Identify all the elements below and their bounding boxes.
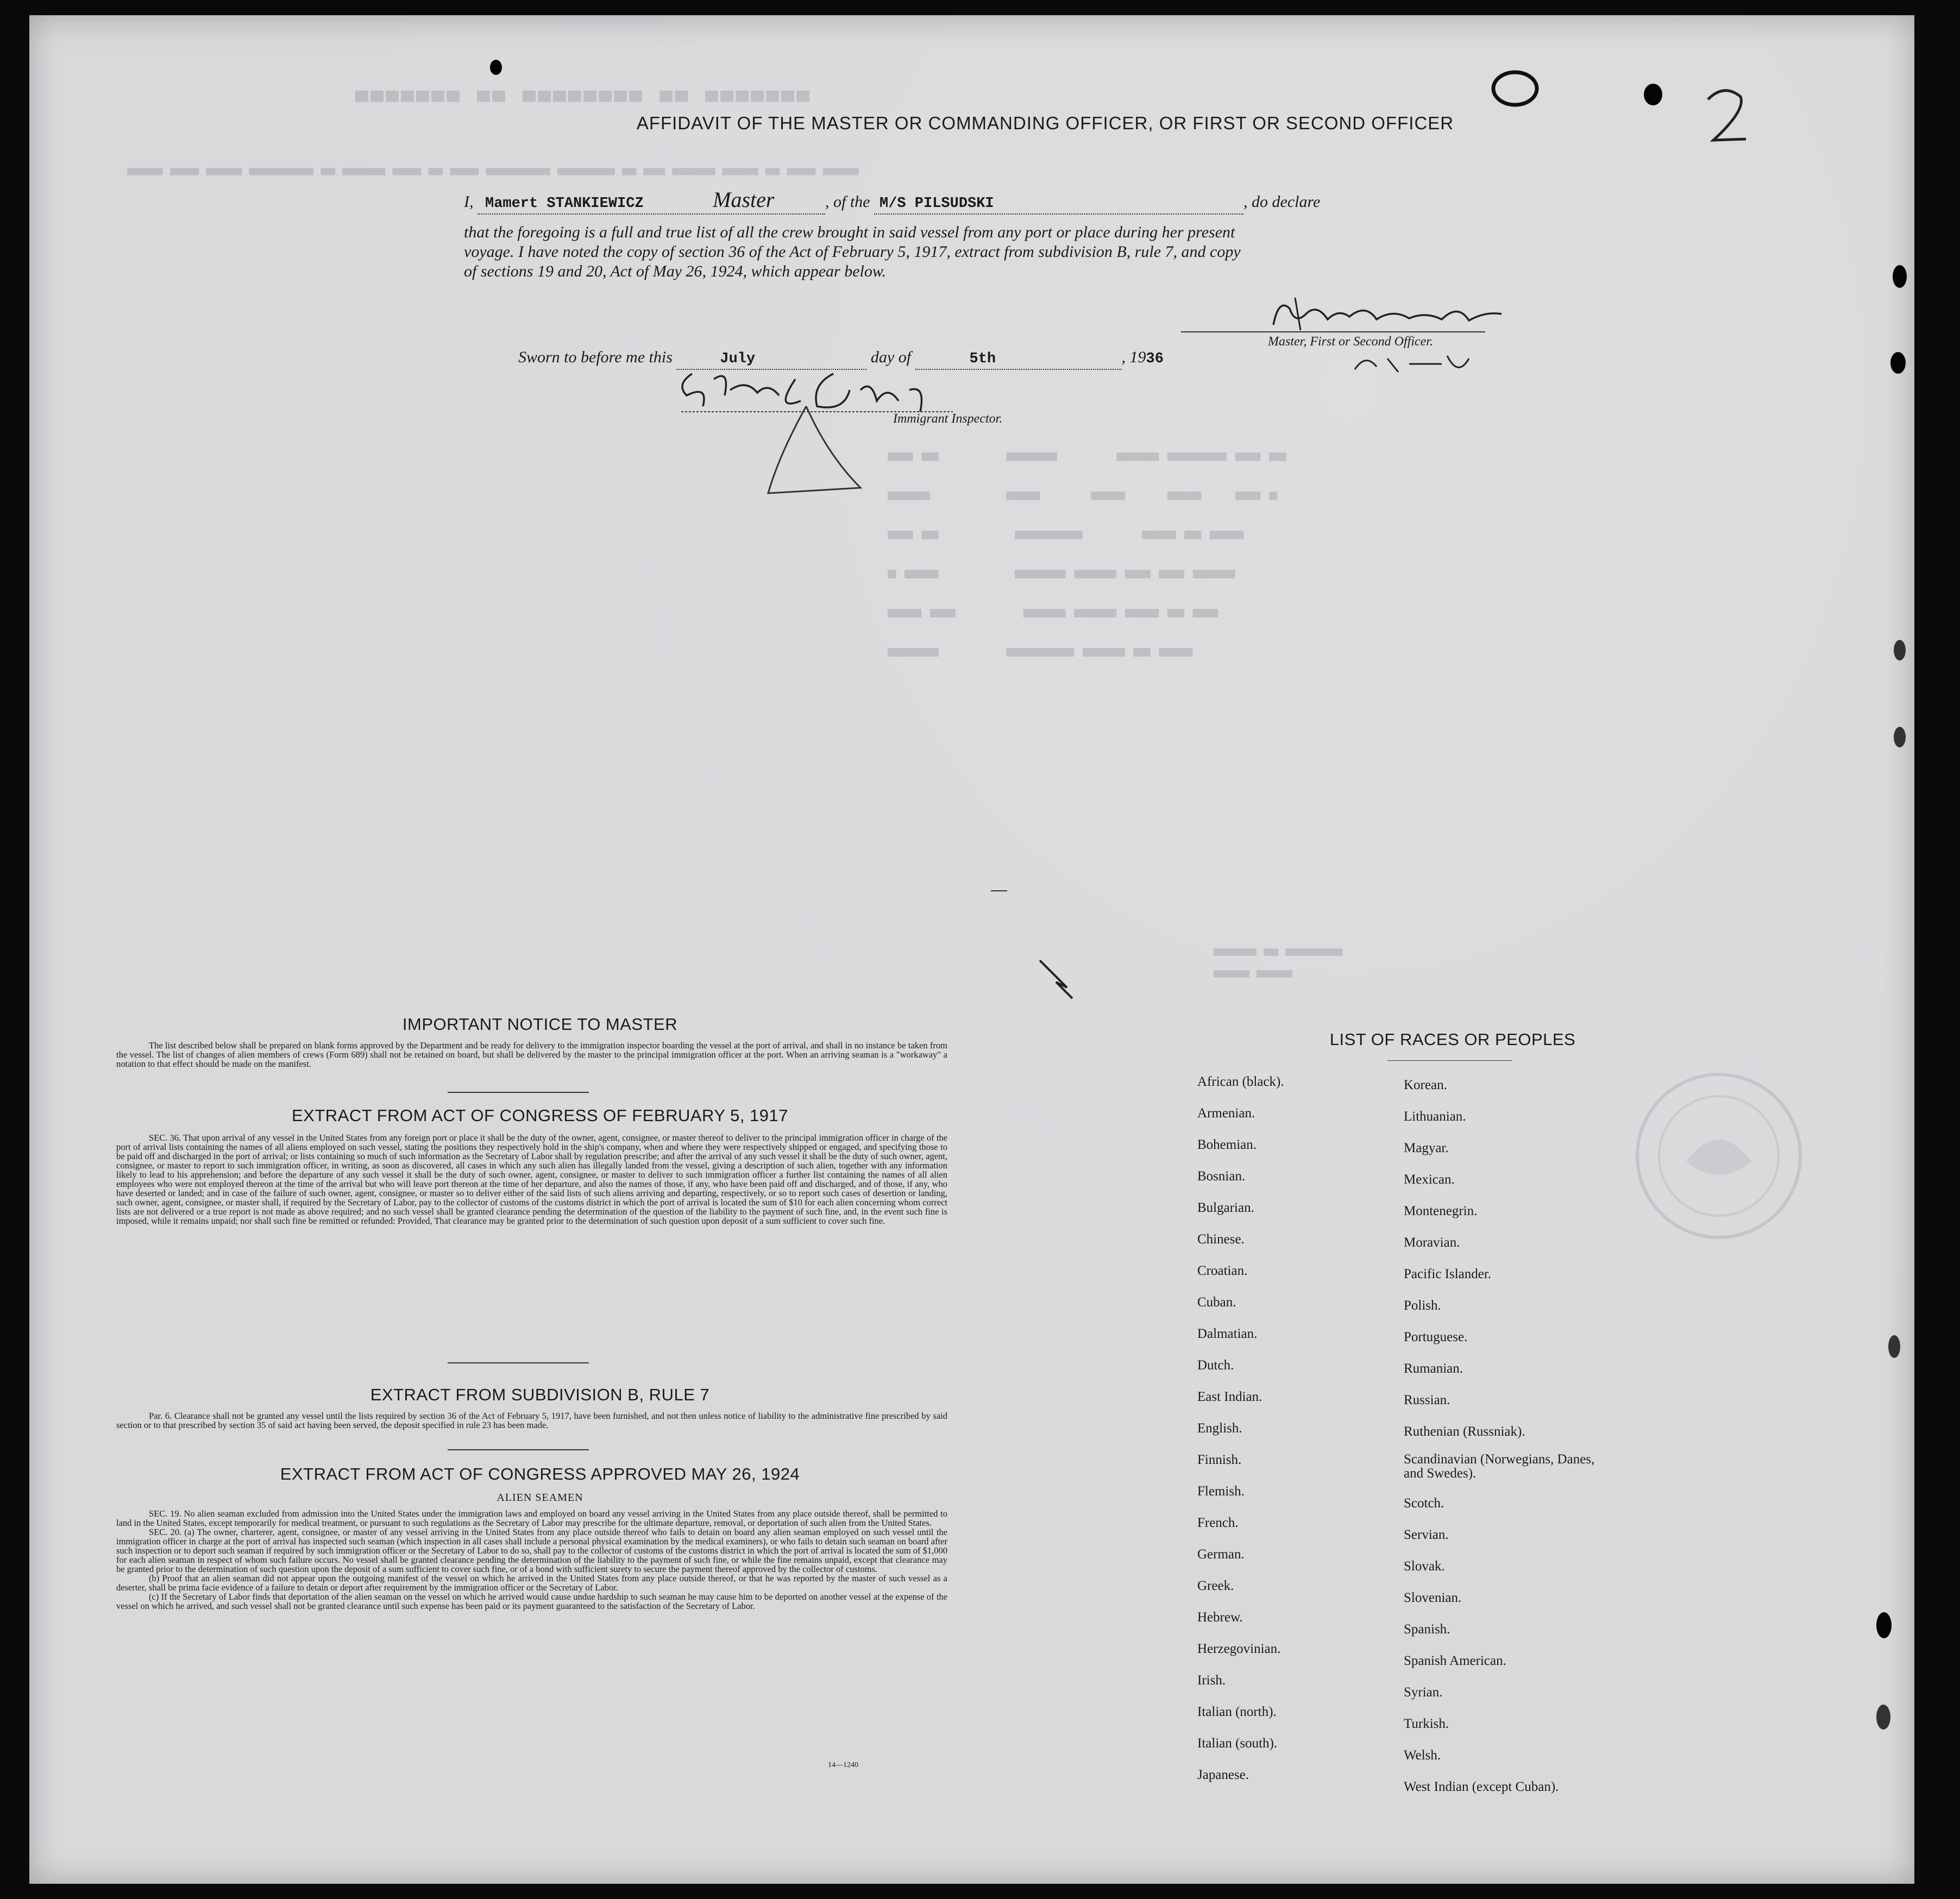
race-item: Korean. xyxy=(1404,1078,1447,1092)
divider xyxy=(1387,1060,1512,1061)
notice-body: The list described below shall be prepared on blank forms approved by the Department and be ready for delivery to the immigration inspector boarding the vessel at the port of arrival, and shall in no instance be taken from the vessel. The list of changes of alien members of crews (Form 689) shall not be retained on board, but shall be delivered by the master to the principal immigration officer at the port. When an arriving seaman is a "workaway" a notation to that effect should be made on the manifest. xyxy=(116,1040,947,1069)
race-item: Syrian. xyxy=(1404,1685,1443,1700)
sec-20c: (c) If the Secretary of Labor finds that deportation of the alien seaman on the vessel on which he arrived would cause undue hardship to such seaman he may cause him to be deported on another vessel at the expense of the vessel on which he arrived, and such vessel shall not be granted clearance until such expense has been paid or its payment guaranteed to the satisfaction of the Secretary of Labor. xyxy=(116,1592,947,1611)
race-item: Welsh. xyxy=(1404,1748,1441,1763)
extract-1917-title: EXTRACT FROM ACT OF CONGRESS OF FEBRUARY 5, 1917 xyxy=(291,1106,789,1125)
handwritten-date-mark xyxy=(1349,348,1474,380)
race-item: Dutch. xyxy=(1197,1358,1234,1373)
inspector-signature xyxy=(670,363,975,504)
document-sheet: ▀▀▀▀▀▀▀ ▀▀ ▀▀▀▀▀▀▀▀ ▀▀ ▀▀▀▀▀▀▀ ▄▄▄▄▄ ▄▄▄▄ ▄▄▄▄▄ ▄▄▄▄▄▄▄▄▄ ▄▄ ▄▄▄▄▄▄ ▄▄▄▄ ▄▄ ▄▄▄▄ ▄▄▄▄▄▄▄▄▄ ▄▄▄▄▄▄▄▄ ▄▄ ▄▄▄ ▄▄▄▄▄▄ ▄▄▄▄▄ ▄▄ ▄▄▄▄ ▄▄▄▄▄ ▄▄▄ ▄▄ ▄▄▄▄▄▄ ▄▄▄▄▄ ▄▄▄▄▄▄▄ ▄▄▄ ▄▄ ▄▄▄▄▄ ▄▄▄▄ ▄▄▄▄ ▄▄▄▄ ▄▄▄ ▄ ▄▄▄ ▄▄ ▄▄▄▄▄▄▄▄ ▄▄▄▄ ▄▄ ▄▄▄▄ ▄ ▄▄▄▄ ▄▄▄▄▄▄ ▄▄▄▄▄ ▄▄▄ ▄▄▄ ▄▄▄▄▄ ▄▄▄▄ ▄▄▄ ▄▄▄▄▄ ▄▄▄▄▄ ▄▄▄▄ ▄▄ ▄▄▄ ▄▄▄▄▄▄ ▄▄▄▄▄▄▄▄ ▄▄▄▄▄ ▄▄ ▄▄▄▄ ▄▄▄▄▄▄ ▄▄ ▄▄▄▄▄▄▄▄ ▄▄▄▄▄ ▄▄▄▄▄ AFFIDAVIT OF THE MASTER OR COMMANDING OFFICER, OR FIRST OR SECOND OFFICER I, Mamert STANKIEWICZ Master , of the M/S PILSUDSKI , do declare that the foregoing is a full and true list of all the crew brought in said vessel from any port or place during her present voyage. I have noted the copy of section 36 of the Act of February 5, 1917, extract from subdivision B, rule 7, and copy of sections 19 and 20, Act of May 26, 1924, which appear below. Master, First or Second Officer. Sworn to before me this July day of 5th , 1936 Immigrant Inspector. IMPORTANT NOTICE TO MASTER The list described below shall be prepared on blank forms approved by the Department and be ready for delivery to the immigration inspector boarding the vessel at the port of arrival, and shall in no instance be taken from the vessel. The list of changes of alien members of crews (Form 689) shall not be retained on board, but shall be delivered by the master to the principal immigration officer at the port. When an arriving seaman is a "workaway" a notation to that effect should be made on the manifest. EXTRACT FROM ACT OF CONGRESS OF FEBRUARY 5, 1917 SEC. 36. That upon arrival of any vessel in the United States from any foreign port or place it shall be the duty of the owner, agent, consignee, or master thereof to deliver to the principal immigration officer in charge of the port of arrival lists containing the names of all aliens employed on such vessel, stating the positions they respectively hold in the ship's company, when and where they were respectively shipped or engaged, and specifying those to be paid off and discharged in the port of arrival; or lists containing so much of such information as the Secretary of Labor shall by regulation prescribe; and after the arrival of any such vessel it shall be the duty of such owner, agent, consignee, or master to report to such immigration officer, in writing, as soon as discovered, all cases in which any such alien has illegally landed from the vessel, giving a description of such alien, together with any information likely to lead to his apprehension; and before the departure of any such vessel it shall be the duty of such owner, agent, consignee, or master to deliver to such immigration officer a further list containing the names of all alien employees who were not employed thereon at the time of the arrival but who will leave port thereon at the time of her departure, and also the names of those, if any, who have been paid off and discharged, and of those, if any, who have deserted or landed; and in case of the failure of such owner, agent, consignee, or master so to deliver either of the said lists of such aliens arriving and departing, respectively, or so to report such cases of desertion or landing, such owner, agent, consignee, or master shall, if required by the Secretary of Labor, pay to the collector of customs of the customs district in which the port of arrival is located the sum of $10 for each alien concerning whom correct lists are not delivered or a true report is not made as above required; and no such vessel shall be granted clearance pending the determination of the question of the liability to the payment of such fine, and, in the event such fine is imposed, while it remains unpaid; nor shall such fine be remitted or refunded: Provided, That clearance may be granted prior to the determination of such question upon deposit of a sum sufficient to cover such fine. EXTRACT FROM SUBDIVISION B, RULE 7 Par. 6. Clearance shall not be granted any vessel until the lists required by section 36 of the Act of February 5, 1917, have been furnished, and not then unless notice of liability to the administrative fine prescribed by said section or to that prescribed by section 35 of said act having been served, the deposit specified in rule 23 has been made. EXTRACT FROM ACT OF CONGRESS APPROVED MAY 26, 1924 ALIEN SEAMEN SEC. 19. No alien seaman excluded from admission into the United States under the immigration laws and employed on board any vessel arriving in the United States from any place outside thereof, shall be permitted to land in the United States, except temporarily for medical treatment, or pursuant to such regulations as the Secretary of Labor may prescribe for the ultimate departure, removal, or deportation of such alien from the United States. SEC. 20. (a) The owner, charterer, agent, consignee, or master of any vessel arriving in the United States from any place outside thereof who fails to detain on board any alien seaman employed on such vessel until the immigration officer in charge at the port of arrival has inspected such seaman (which inspection in all cases shall include a personal physical examination by the medical examiners), or who fails to detain such seaman on board after such inspection or to deport such seaman if required by such immigration officer or the Secretary of Labor to do so, shall pay to the collector of customs of the customs district in which the port of arrival is located the sum of $1,000 for each alien seaman in respect of whom such failure occurs. No vessel shall be granted clearance pending the determination of the liability to the payment of such fine, or while the fine remains unpaid, except that clearance may be granted prior to the determination of such question upon the deposit of a sum sufficient to cover such fine, or of a bond with sufficient surety to secure the payment thereof approved by the collector of customs. (b) Proof that an alien seaman did not appear upon the outgoing manifest of the vessel on which he arrived in the United States from any place outside thereof, or that he was reported by the master of such vessel as a deserter, shall be prima facie evidence of a failure to detain or deport after requirement by the immigration officer or the Secretary of Labor. (c) If the Secretary of Labor finds that deportation of the alien seaman on the vessel on which he arrived would cause undue hardship to such seaman he may cause him to be deported on another vessel at the expense of the vessel on which he arrived, and such vessel shall not be granted clearance until such expense has been paid or its payment guaranteed to the satisfaction of the Secretary of Labor. 14—1240 LIST OF RACES OR PEOPLES African (black). Armenian. Bohemian. Bosnian. Bulgarian. Chinese. Croatian. Cuban. Dalmatian. Dutch. East Indian. English. Finnish. Flemish. French. German. Greek. Hebrew. Herzegovinian. Irish. Italian (north). Italian (south). Japanese. Korean. Lithuanian. Magyar. Mexican. Montenegrin. Moravian. Pacific Islander. Polish. Portuguese. Rumanian. Russian. Ruthenian (Russniak). Scandinavian (Norwegians, Danes, and Swedes). Scotch. Servian. Slovak. Slovenian. Spanish. Spanish American. Syrian. Turkish. Welsh. West Indian (except Cuban). xyxy=(29,15,1914,1884)
year-value: 36 xyxy=(1146,351,1164,367)
race-item: Ruthenian (Russniak). xyxy=(1404,1424,1525,1439)
hole-mark xyxy=(1644,84,1662,105)
race-item: Spanish American. xyxy=(1404,1653,1506,1668)
race-item: Mexican. xyxy=(1404,1172,1455,1187)
race-item: English. xyxy=(1197,1421,1242,1436)
subdivision-title: EXTRACT FROM SUBDIVISION B, RULE 7 xyxy=(370,1385,710,1404)
inspector-caption: Immigrant Inspector. xyxy=(893,412,1003,426)
extract-1924-body xyxy=(116,1509,947,1611)
race-item: Montenegrin. xyxy=(1404,1204,1478,1218)
race-item: Greek. xyxy=(1197,1579,1234,1593)
race-item: Polish. xyxy=(1404,1298,1441,1313)
race-item: Japanese. xyxy=(1197,1768,1249,1782)
race-item: Lithuanian. xyxy=(1404,1109,1466,1124)
sec-20b: (b) Proof that an alien seaman did not appear upon the outgoing manifest of the vessel on which he arrived in the United States from any place outside thereof, or that he was reported by the master of such vessel as a deserter, shall be prima facie evidence of a failure to detain or deport after requirement by the immigration officer or the Secretary of Labor. xyxy=(116,1573,947,1593)
master-signature xyxy=(1262,287,1523,341)
sec-19: SEC. 19. No alien seaman excluded from admission into the United States under the immigration laws and employed on board any vessel arriving in the United States from any place outside thereof, shall be permitted to land in the United States, except temporarily for medical treatment, or pursuant to such regulations as the Secretary of Labor may prescribe for the ultimate departure, removal, or deportation of such alien from the United States. xyxy=(116,1508,947,1528)
races-title: LIST OF RACES OR PEOPLES xyxy=(1329,1030,1576,1049)
officer-name: Mamert STANKIEWICZ xyxy=(485,196,644,212)
affidavit-title: AFFIDAVIT OF THE MASTER OR COMMANDING OFFICER, OR FIRST OR SECOND OFFICER xyxy=(636,113,1454,133)
race-item: Servian. xyxy=(1404,1527,1449,1542)
race-item: East Indian. xyxy=(1197,1389,1262,1404)
race-item: Croatian. xyxy=(1197,1263,1248,1278)
race-item: Slovenian. xyxy=(1404,1590,1462,1605)
signature-line xyxy=(1181,331,1485,332)
race-item: Armenian. xyxy=(1197,1106,1255,1121)
race-item: Magyar. xyxy=(1404,1141,1449,1155)
race-item: Irish. xyxy=(1197,1673,1226,1688)
race-item: West Indian (except Cuban). xyxy=(1404,1779,1559,1794)
faint-seal-stamp xyxy=(1632,1069,1806,1243)
ring-mark-icon xyxy=(1485,64,1545,113)
divider xyxy=(448,1092,589,1093)
race-item: Turkish. xyxy=(1404,1716,1449,1731)
race-item: Italian (north). xyxy=(1197,1705,1277,1719)
race-item: Cuban. xyxy=(1197,1295,1236,1310)
race-item: Bosnian. xyxy=(1197,1169,1246,1184)
sworn-day-value: July xyxy=(720,351,756,367)
race-item: Finnish. xyxy=(1197,1452,1242,1467)
divider xyxy=(448,1362,589,1363)
affidavit-line-4: of sections 19 and 20, Act of May 26, 1924, which appear below. xyxy=(464,262,887,280)
race-item: Dalmatian. xyxy=(1197,1326,1258,1341)
sec-20a: SEC. 20. (a) The owner, charterer, agent, consignee, or master of any vessel arriving in the United States from any place outside thereof who fails to detain on board any alien seaman employed on such vessel until the immigration officer in charge at the port of arrival has inspected such seaman (which inspection in all cases shall include a personal physical examination by the medical examiners), or who fails to detain such seaman on board after such inspection or to deport such seaman if required by such immigration officer or the Secretary of Labor to do so, shall pay to the collector of customs of the customs district in which the port of arrival is located the sum of $1,000 for each alien seaman in respect of whom such failure occurs. No vessel shall be granted clearance pending the determination of the liability to the payment of such fine, or while the fine remains unpaid, except that clearance may be granted prior to the determination of such question upon the deposit of a sum sufficient to cover such fine, or of a bond with sufficient surety to secure the payment thereof approved by the collector of customs. xyxy=(116,1527,947,1574)
vessel-name: M/S PILSUDSKI xyxy=(880,196,994,212)
race-item: Russian. xyxy=(1404,1393,1450,1407)
race-item: Italian (south). xyxy=(1197,1736,1278,1751)
race-item: Rumanian. xyxy=(1404,1361,1463,1376)
form-number: 14—1240 xyxy=(828,1761,858,1769)
affidavit-declaration: I, Mamert STANKIEWICZ Master , of the M/S PILSUDSKI , do declare xyxy=(464,190,1561,215)
race-item: Bulgarian. xyxy=(1197,1200,1254,1215)
rank-handwritten: Master xyxy=(713,187,775,212)
hole-mark xyxy=(490,60,502,75)
subdivision-body: Par. 6. Clearance shall not be granted any vessel until the lists required by section 36 of the Act of February 5, 1917, have been furnished, and not then unless notice of liability to the administrative fine prescribed by said section or to that prescribed by section 35 of said act having been served, the deposit specified in rule 23 has been made. xyxy=(116,1411,947,1430)
bleed-through-ghost: ▀▀▀▀▀▀▀ ▀▀ ▀▀▀▀▀▀▀▀ ▀▀ ▀▀▀▀▀▀▀ xyxy=(355,91,812,116)
notice-title: IMPORTANT NOTICE TO MASTER xyxy=(402,1015,678,1034)
affidavit-line-2: that the foregoing is a full and true list of all the crew brought in said vessel from any port or place during her present xyxy=(464,223,1235,241)
race-item: Scotch. xyxy=(1404,1496,1444,1511)
race-item: African (black). xyxy=(1197,1074,1284,1089)
race-item: Bohemian. xyxy=(1197,1137,1257,1152)
master-signature-caption: Master, First or Second Officer. xyxy=(1268,335,1433,349)
stray-mark xyxy=(1034,955,1078,1004)
race-item: Slovak. xyxy=(1404,1559,1445,1574)
race-item: Flemish. xyxy=(1197,1484,1245,1499)
race-item: Portuguese. xyxy=(1404,1330,1468,1344)
race-item: Chinese. xyxy=(1197,1232,1245,1247)
race-item: Herzegovinian. xyxy=(1197,1642,1281,1656)
extract-1917-body: SEC. 36. That upon arrival of any vessel in the United States from any foreign port or place it shall be the duty of the owner, agent, consignee, or master thereof to deliver to the principal immigration officer in charge of the port of arrival lists containing the names of all aliens employed on such vessel, stating the positions they respectively hold in the ship's company, when and where they were respectively shipped or engaged, and specifying those to be paid off and discharged in the port of arrival; or lists containing so much of such information as the Secretary of Labor shall by regulation prescribe; and after the arrival of any such vessel it shall be the duty of such owner, agent, consignee, or master to report to such immigration officer, in writing, as soon as discovered, all cases in which any such alien has illegally landed from the vessel, giving a description of such alien, together with any information likely to lead to his apprehension; and before the departure of any such vessel it shall be the duty of such owner, agent, consignee, or master to deliver to such immigration officer a further list containing the names of all alien employees who were not employed thereon at the time of the arrival but who will leave port thereon at the time of her departure, and also the names of those, if any, who have been paid off and discharged, and of those, if any, who have deserted or landed; and in case of the failure of such owner, agent, consignee, or master so to deliver either of the said lists of such aliens arriving and departing, respectively, or so to report such cases of desertion or landing, such owner, agent, consignee, or master shall, if required by the Secretary of Labor, pay to the collector of customs of the customs district in which the port of arrival is located the sum of $10 for each alien concerning whom correct lists are not delivered or a true report is not made as above required; and no such vessel shall be granted clearance pending the determination of the question of the liability to the payment of such fine, and, in the event such fine is imposed, while it remains unpaid; nor shall such fine be remitted or refunded: Provided, That clearance may be granted prior to the determination of such question upon deposit of a sum sufficient to cover such fine. xyxy=(116,1133,947,1226)
extract-1924-subtitle: ALIEN SEAMEN xyxy=(497,1492,583,1504)
race-item: Spanish. xyxy=(1404,1622,1450,1637)
extract-1924-title: EXTRACT FROM ACT OF CONGRESS APPROVED MAY 26, 1924 xyxy=(280,1464,800,1483)
race-item: Hebrew. xyxy=(1197,1610,1243,1625)
sworn-line: Sworn to before me this July day of 5th , 1936 xyxy=(518,348,1279,370)
affidavit-line-3: voyage. I have noted the copy of section 36 of the Act of February 5, 1917, extract from subdivision B, rule 7, and copy xyxy=(464,243,1241,261)
race-item: Pacific Islander. xyxy=(1404,1267,1492,1281)
sworn-month-value: 5th xyxy=(969,351,996,367)
race-item: Scandinavian (Norwegians, Danes, and Swedes). xyxy=(1404,1452,1595,1481)
race-item: French. xyxy=(1197,1516,1239,1530)
handwritten-2-mark xyxy=(1692,80,1762,156)
race-item: Moravian. xyxy=(1404,1235,1460,1250)
divider xyxy=(448,1449,589,1450)
race-item: German. xyxy=(1197,1547,1245,1562)
